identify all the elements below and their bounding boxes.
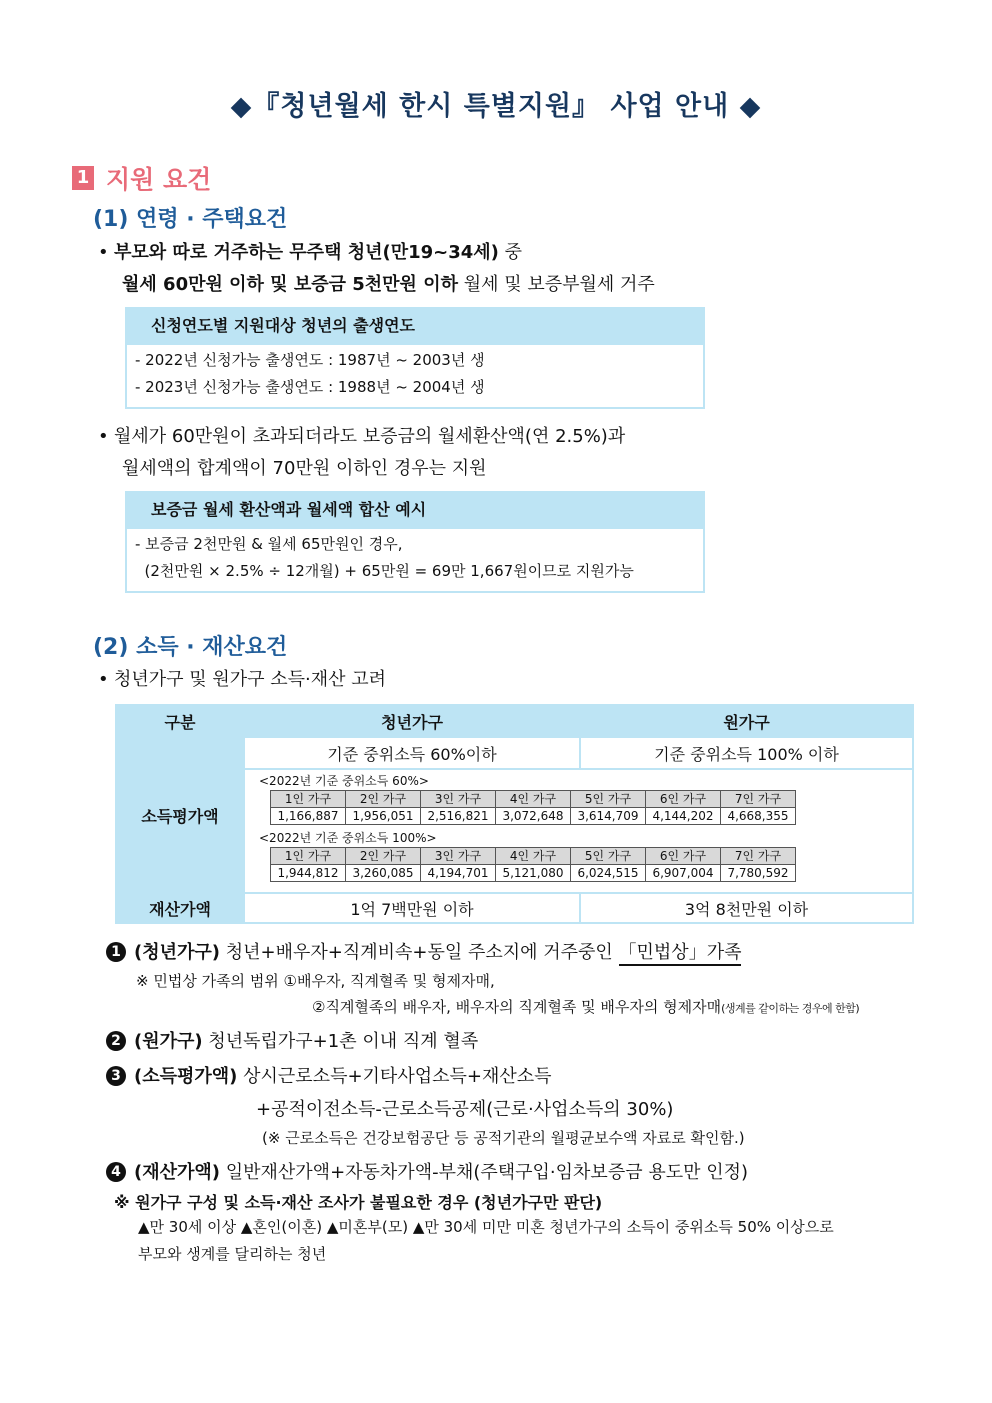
- median-income-tables-cell: [244, 769, 913, 893]
- note-income-evaluation: [106, 1062, 552, 1088]
- note-bold-label: (재산가액): [134, 1162, 221, 1183]
- section-title: 지원 요건: [106, 165, 212, 194]
- note-bold-label: (소득평가액): [134, 1066, 238, 1087]
- household-size-header: 7인 가구: [721, 848, 796, 865]
- household-size-header: 4인 가구: [496, 791, 571, 808]
- note-small-text: (생계를 같이하는 경우에 한함): [721, 1002, 860, 1015]
- birth-year-line-2022: - 2022년 신청가능 출생연도 : 1987년 ~ 2003년 생: [135, 351, 485, 369]
- note-text: 청년독립가구+1촌 이내 직계 혈족: [202, 1031, 479, 1052]
- income-value-cell: 1,166,887: [271, 808, 346, 825]
- conversion-example-line2: (2천만원 × 2.5% ÷ 12개월) + 65만원 = 69만 1,667원이므로 지원가능: [135, 562, 634, 580]
- note-bold-label: (청년가구): [134, 942, 221, 963]
- income-value-cell: 5,121,080: [496, 865, 571, 882]
- household-size-header: 4인 가구: [496, 848, 571, 865]
- income-value-cell: 2,516,821: [421, 808, 496, 825]
- household-size-header: 1인 가구: [271, 848, 346, 865]
- median-income-100-caption: <2022년 기준 중위소득 100%>: [259, 831, 437, 845]
- household-size-header: 1인 가구: [271, 791, 346, 808]
- income-asset-table: [115, 704, 914, 924]
- household-size-header: 2인 가구: [346, 791, 421, 808]
- bullet-dot: •: [98, 242, 109, 263]
- household-size-header: 3인 가구: [421, 791, 496, 808]
- income-value-cell: 3,614,709: [571, 808, 646, 825]
- household-size-header: 6인 가구: [646, 848, 721, 865]
- household-size-header: 5인 가구: [571, 848, 646, 865]
- income-value-cell: 1,956,051: [346, 808, 421, 825]
- bullet-eligibility-line1: [98, 238, 522, 264]
- bullet-eligibility-line2: [122, 270, 655, 296]
- income-value-cell: 4,144,202: [646, 808, 721, 825]
- conversion-example-header: 보증금 월세 환산액과 월세액 합산 예시: [127, 493, 703, 529]
- income-value-cell: 3,072,648: [496, 808, 571, 825]
- bullet-dot: •: [98, 426, 109, 447]
- median-income-tables: [245, 772, 912, 882]
- conversion-example-line1: - 보증금 2천만원 & 월세 65만원인 경우,: [135, 535, 403, 553]
- income-value-cell: 6,024,515: [571, 865, 646, 882]
- income-value-cell: 4,668,355: [721, 808, 796, 825]
- section-number-badge: 1: [72, 166, 94, 190]
- page-title: ◆『청년월세 한시 특별지원』 사업 안내 ◆: [230, 91, 762, 122]
- income-value-cell: 6,907,004: [646, 865, 721, 882]
- bullet-income-assets: [98, 665, 386, 691]
- remark-exception-line2: 부모와 생계를 달리하는 청년: [138, 1245, 327, 1263]
- note-origin-household: [106, 1027, 478, 1053]
- household-size-header: 6인 가구: [646, 791, 721, 808]
- income-value-cell: 4,194,701: [421, 865, 496, 882]
- income-value-cell: 1,944,812: [271, 865, 346, 882]
- note-youth-household: [106, 938, 741, 964]
- row-label-assets: 재산가액: [116, 893, 244, 923]
- median-income-60-table: [270, 790, 796, 825]
- conversion-example-box: [125, 491, 705, 593]
- income-youth-criteria: 기준 중위소득 60%이하: [244, 737, 580, 769]
- birth-year-line-2023: - 2023년 신청가능 출생연도 : 1988년 ~ 2004년 생: [135, 378, 485, 396]
- household-size-header: 5인 가구: [571, 791, 646, 808]
- table-header-youth-household: 청년가구: [244, 705, 580, 737]
- income-value-cell: 7,780,592: [721, 865, 796, 882]
- section-heading-requirements: [72, 160, 211, 196]
- numbered-circle-1: 1: [106, 942, 126, 962]
- bullet-text: 중: [498, 242, 523, 263]
- asset-youth-limit: 1억 7백만원 이하: [244, 893, 580, 923]
- household-size-header: 7인 가구: [721, 791, 796, 808]
- note-text: 청년+배우자+직계비속+동일 주소지에 거주중인: [220, 942, 619, 963]
- median-income-100-table: [270, 847, 796, 882]
- note-text: ②직계혈족의 배우자, 배우자의 직계혈족 및 배우자의 형제자매: [312, 998, 722, 1016]
- note-underlined-text: 「민법상」가족: [619, 942, 742, 966]
- subsection-income-assets: (2) 소득 · 재산요건: [93, 635, 288, 660]
- note-civil-family-scope-2: [312, 996, 859, 1017]
- numbered-circle-4: 4: [106, 1162, 126, 1182]
- bullet-bold-text: 월세 60만원 이하 및 보증금 5천만원 이하: [122, 274, 458, 295]
- bullet-text: 월세가 60만원이 초과되더라도 보증금의 월세환산액(연 2.5%)과: [114, 426, 626, 447]
- bullet-rent-conversion-line1: [98, 422, 625, 448]
- household-size-header: 3인 가구: [421, 848, 496, 865]
- note-income-evaluation-remark: (※ 근로소득은 건강보험공단 등 공적기관의 월평균보수액 자료로 확인함.): [262, 1129, 745, 1147]
- bullet-dot: •: [98, 669, 109, 690]
- table-header-category: 구분: [116, 705, 244, 737]
- bullet-text: 월세 및 보증부월세 거주: [458, 274, 655, 295]
- note-income-evaluation-cont: +공적이전소득-근로소득공제(근로·사업소득의 30%): [256, 1099, 674, 1120]
- median-income-60-caption: <2022년 기준 중위소득 60%>: [259, 774, 429, 788]
- income-origin-criteria: 기준 중위소득 100% 이하: [580, 737, 913, 769]
- numbered-circle-2: 2: [106, 1031, 126, 1051]
- birth-year-box: [125, 307, 705, 409]
- note-bold-label: (원가구): [134, 1031, 203, 1052]
- note-civil-family-scope-1: ※ 민법상 가족의 범위 ①배우자, 직계혈족 및 형제자매,: [136, 972, 495, 990]
- remark-exception-line1: ▲만 30세 이상 ▲혼인(이혼) ▲미혼부(모) ▲만 30세 미만 미혼 청년가구의 소득이 중위소득 50% 이상으로: [138, 1218, 834, 1236]
- row-label-income: 소득평가액: [116, 737, 244, 893]
- numbered-circle-3: 3: [106, 1066, 126, 1086]
- asset-origin-limit: 3억 8천만원 이하: [580, 893, 913, 923]
- bullet-bold-text: 부모와 따로 거주하는 무주택 청년(만19~34세): [114, 242, 499, 263]
- bullet-rent-conversion-line2: 월세액의 합계액이 70만원 이하인 경우는 지원: [122, 458, 487, 479]
- note-asset-value: [106, 1158, 748, 1184]
- table-header-origin-household: 원가구: [580, 705, 913, 737]
- bullet-text: 청년가구 및 원가구 소득·재산 고려: [114, 669, 387, 690]
- remark-exception-title: ※ 원가구 구성 및 소득·재산 조사가 불필요한 경우 (청년가구만 판단): [114, 1193, 603, 1212]
- birth-year-box-header: 신청연도별 지원대상 청년의 출생연도: [127, 309, 703, 345]
- note-text: 일반재산가액+자동차가액-부채(주택구입·임차보증금 용도만 인정): [220, 1162, 748, 1183]
- household-size-header: 2인 가구: [346, 848, 421, 865]
- subsection-age-housing: (1) 연령 · 주택요건: [93, 207, 288, 232]
- note-text: 상시근로소득+기타사업소득+재산소득: [237, 1066, 552, 1087]
- income-value-cell: 3,260,085: [346, 865, 421, 882]
